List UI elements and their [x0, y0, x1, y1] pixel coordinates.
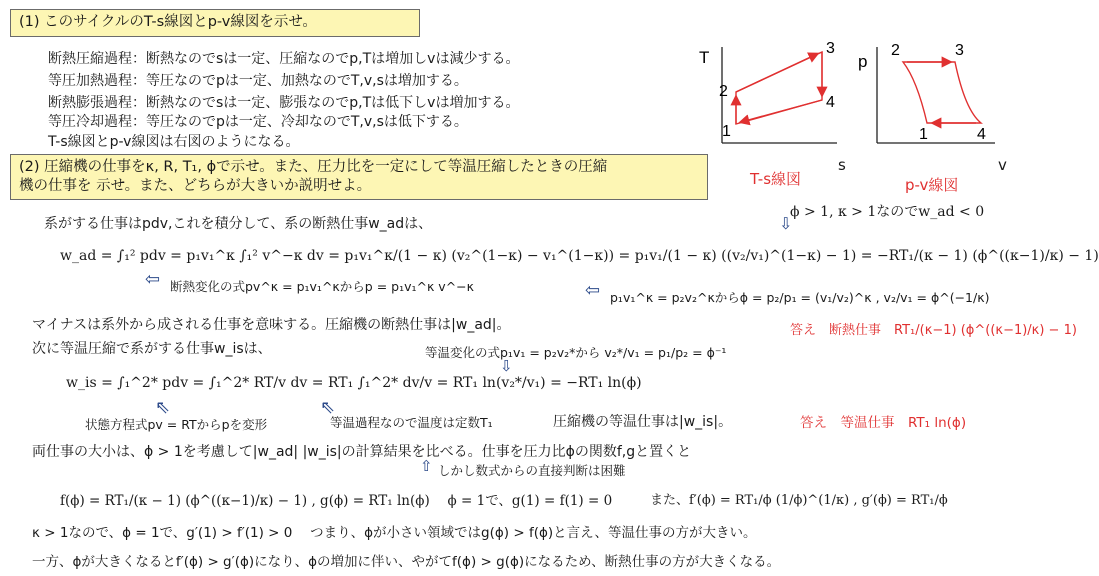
answer-adiabatic: 答え 断熱仕事 RT₁/(κ−1) (ϕ^((κ−1)/κ) − 1) [790, 323, 1077, 338]
hard-note: しかし数式からの直接判断は困難 [438, 463, 626, 478]
q2-title-line2: 機の仕事を 示せ。また、どちらが大きいか説明せよ。 [19, 177, 372, 194]
note-phi-kappa: ϕ > 1, κ > 1なのでw_ad < 0 [790, 204, 985, 220]
ts-point-1: 1 [722, 123, 731, 140]
pv-note: p₁v₁^κ = p₂v₂^κからϕ = p₂/p₁ = (v₁/v₂)^κ , v₂/v₁ = ϕ^(−1/κ) [610, 290, 990, 305]
hollow-arrow-up-left-1: ⇖ [155, 397, 171, 418]
wad-equation: w_ad = ∫₁² pdv = p₁v₁^κ ∫₁² v^−κ dv = p₁v₁^κ/(1 − κ) (v₂^(1−κ) − v₁^(1−κ)) = p₁v₁/(1 − κ) ((v₂/v₁)^(1−κ) − 1) = −RT₁/(κ − 1) (ϕ^((κ−1)/κ) − 1) [60, 248, 1099, 264]
q1-title-box [10, 9, 420, 37]
ts-curve [736, 52, 822, 124]
pv-point-3: 3 [955, 42, 964, 59]
hollow-arrow-up-left-2: ⇖ [320, 397, 336, 418]
iso-work-text: 圧縮機の等温仕事は|w_is|。 [553, 414, 733, 430]
pv-diagram [855, 35, 1015, 175]
ts-x-label: s [838, 156, 846, 174]
pv-point-1: 1 [919, 126, 928, 143]
pv-curve [903, 62, 981, 123]
iso-intro: 次に等温圧縮で系がする仕事w_isは、 [32, 341, 272, 357]
hollow-arrow-up: ⇧ [420, 457, 433, 475]
hollow-arrow-left-2: ⇦ [585, 280, 601, 301]
q2-title-line1: (2) 圧縮機の仕事をκ, R, T₁, ϕで示せ。また、圧力比を一定にして等温圧縮したときの圧縮 [19, 159, 608, 175]
hollow-arrow-left-1: ⇦ [145, 269, 161, 290]
ts-diagram [695, 35, 855, 175]
ts-point-2: 2 [719, 83, 728, 100]
pv-y-label: p [858, 52, 868, 71]
pv-point-4: 4 [977, 126, 986, 143]
pv-x-label: v [998, 156, 1007, 174]
intro-text: 系がする仕事はpdv,これを積分して、系の断熱仕事w_adは、 [44, 216, 433, 232]
pv-caption: p-v線図 [905, 176, 959, 194]
conclusion-1: κ > 1なので、ϕ = 1で、g′(1) > f′(1) > 0 つまり、ϕが小さい領域ではg(ϕ) > f(ϕ)と言え、等温仕事の方が大きい。 [32, 525, 757, 541]
conclusion-2: 一方、ϕが大きくなるとf′(ϕ) > g′(ϕ)になり、ϕの増加に伴い、やがてf(ϕ) > g(ϕ)になるため、断熱仕事の方が大きくなる。 [32, 554, 781, 570]
compare-text: 両仕事の大小は、ϕ > 1を考慮して|w_ad| |w_is|の計算結果を比べる。仕事を圧力比ϕの関数f,gと置くと [32, 444, 692, 460]
step-5: T-s線図とp-v線図は右図のようになる。 [48, 134, 300, 150]
derivative-equation: また、f′(ϕ) = RT₁/ϕ (1/ϕ)^(1/κ) , g′(ϕ) = RT₁/ϕ [650, 493, 948, 508]
hollow-arrow-down-2: ⇩ [500, 357, 513, 375]
step-3: 断熱膨張過程：断熱なのでsは一定、膨張なのでp,Tは低下しvは増加する。 [48, 95, 520, 111]
wis-equation: w_is = ∫₁^2* pdv = ∫₁^2* RT/v dv = RT₁ ∫₁^2* dv/v = RT₁ ln(v₂*/v₁) = −RT₁ ln(ϕ) [66, 375, 642, 391]
state-eq-note: 状態方程式pv = RTからpを変形 [85, 417, 268, 432]
ts-point-4: 4 [826, 94, 835, 111]
step-1: 断熱圧縮過程：断熱なのでsは一定、圧縮なのでp,Tは増加しvは減少する。 [48, 51, 520, 67]
pv-point-2: 2 [891, 42, 900, 59]
hollow-arrow-down-1: ⇩ [779, 214, 793, 233]
ts-y-label: T [699, 48, 710, 67]
ts-point-3: 3 [826, 40, 835, 57]
q1-title: (1) このサイクルのT-s線図とp-v線図を示せ。 [19, 14, 317, 30]
iso-temp-note: 等温過程なので温度は定数T₁ [330, 415, 493, 430]
step-2: 等圧加熱過程：等圧なのでpは一定、加熱なのでT,v,sは増加する。 [48, 73, 468, 89]
fg-equation: f(ϕ) = RT₁/(κ − 1) (ϕ^((κ−1)/κ) − 1) , g(ϕ) = RT₁ ln(ϕ) ϕ = 1で、g(1) = f(1) = 0 [60, 493, 613, 509]
iso-change-note: 等温変化の式p₁v₁ = p₂v₂*から v₂*/v₁ = p₁/p₂ = ϕ⁻¹ [425, 345, 727, 360]
minus-note: マイナスは系外から成される仕事を意味する。圧縮機の断熱仕事は|w_ad|。 [32, 317, 511, 333]
answer-isothermal: 答え 等温仕事 RT₁ ln(ϕ) [800, 415, 967, 431]
adiabatic-note: 断熱変化の式pv^κ = p₁v₁^κからp = p₁v₁^κ v^−κ [170, 279, 475, 294]
ts-caption: T-s線図 [750, 170, 802, 188]
step-4: 等圧冷却過程：等圧なのでpは一定、冷却なのでT,v,sは低下する。 [48, 114, 468, 130]
q2-title-box [10, 154, 708, 200]
